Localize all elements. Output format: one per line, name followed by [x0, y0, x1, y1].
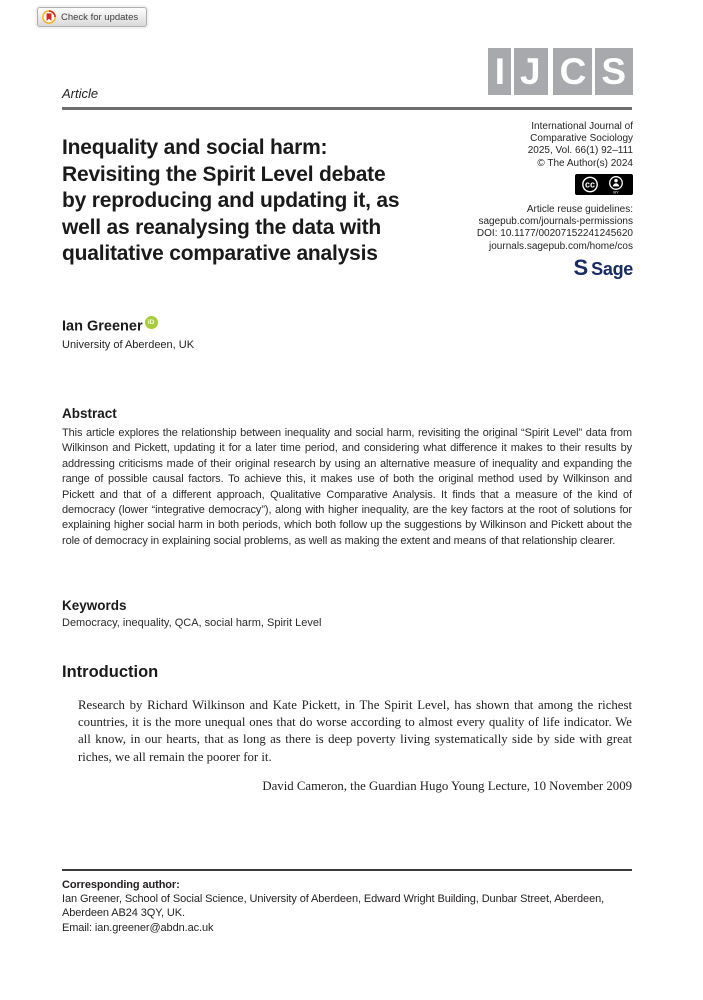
check-for-updates-button[interactable] — [37, 7, 147, 27]
title-line-4: well as reanalysing the data with — [62, 215, 382, 239]
journal-home-link[interactable]: journals.sagepub.com/home/cos — [489, 240, 633, 252]
ijcs-journal-logo — [488, 48, 633, 95]
section-label: Article — [62, 86, 99, 101]
title-line-5: qualitative comparative analysis — [62, 242, 378, 265]
cc-badge-cc-text: cc — [584, 179, 596, 190]
permissions-link[interactable]: sagepub.com/journals-permissions — [478, 216, 633, 228]
title-line-1: Inequality and social harm: — [62, 136, 328, 159]
corresponding-author-address-line1: Ian Greener, School of Social Science, University of Aberdeen, Edward Wright Building, Dunbar Street, Aberdeen, — [62, 893, 605, 906]
corresponding-author-block — [62, 878, 662, 935]
journal-name-line1: International Journal of — [531, 121, 633, 132]
email-line — [62, 921, 662, 935]
abstract-text: This article explores the relationship between inequality and social harm, revisiting the original “Spirit Level” data from Wilkinson and Pickett, updating it for a later time period, and considering what difference it makes to their results by addressing criticisms made of their original research by using an alternative measure of inequality and expanding the range of possible causal factors. To achieve this, it makes use of both the original method used by Wilkinson and Pickett and that of a different approach, Qualitative Comparative Analysis. It finds that a measure of the kind of democracy (lower “integrative democracy”), along with higher inequality, are the key factors at the root of solutions for explaining higher social harm in both periods, which both follow up the suggestions by Wilkinson and Pickett about the role of democracy in explaining social problems, as well as making the extent and means of that relationship clearer. — [62, 427, 632, 547]
author-affiliation: University of Aberdeen, UK — [62, 339, 195, 352]
sage-logo-word: Sage — [591, 258, 633, 279]
author-name: Ian Greener — [62, 318, 143, 335]
title-line-3: by reproducing and updating it, as — [62, 189, 400, 212]
introduction-heading: Introduction — [62, 663, 159, 681]
journal-volume-line: 2025, Vol. 66(1) 92–111 — [527, 145, 633, 157]
quote-attribution: David Cameron, the Guardian Hugo Young Lecture, 10 November 2009 — [262, 779, 632, 793]
copyright-line: © The Author(s) 2024 — [537, 157, 633, 169]
check-for-updates-label: Check for updates — [61, 11, 139, 23]
ijcs-letter-s: S — [601, 51, 626, 92]
journal-name-line2: Comparative Sociology — [530, 133, 633, 145]
cc-badge-by-text: BY — [613, 189, 619, 195]
keywords-text: Democracy, inequality, QCA, social harm, Spirit Level — [62, 617, 322, 629]
keywords-section — [62, 598, 632, 629]
orcid-icon[interactable]: iD — [145, 316, 158, 329]
ijcs-letter-i: I — [495, 48, 514, 95]
ijcs-logo-block-ij — [488, 48, 548, 95]
abstract-section — [62, 406, 632, 549]
sage-logo-mark: S — [573, 254, 589, 280]
email-link[interactable]: ian.greener@abdn.ac.uk — [94, 921, 214, 934]
corresponding-author-address-line2: Aberdeen AB24 3QY, UK. — [62, 907, 185, 920]
reuse-guidelines-label: Article reuse guidelines: — [526, 204, 633, 216]
doi-line: DOI: 10.1177/00207152241245620 — [476, 228, 633, 240]
introduction-quote: Research by Richard Wilkinson and Kate Pickett, in The Spirit Level, has shown that among the richest countries, it is the more unequal ones that do worse according to almost every quality of life indicator. We all know, in our hearts, that as long as there is deep poverty living systematically side by side with great riches, we all remain the poorer for it. — [78, 698, 632, 764]
footer-divider — [62, 869, 632, 871]
abstract-heading: Abstract — [62, 406, 117, 421]
keywords-heading: Keywords — [62, 598, 127, 613]
header-divider — [62, 107, 632, 110]
ijcs-letter-j: J — [520, 51, 541, 92]
crossmark-icon — [42, 10, 56, 24]
email-label: Email: — [62, 921, 95, 934]
corresponding-author-heading: Corresponding author: — [62, 879, 180, 891]
title-line-2: Revisiting the Spirit Level debate — [62, 162, 386, 186]
article-title — [62, 135, 522, 268]
author-block — [62, 316, 194, 351]
ijcs-logo-block-cs — [553, 48, 633, 95]
ijcs-letter-c: C — [560, 48, 596, 95]
